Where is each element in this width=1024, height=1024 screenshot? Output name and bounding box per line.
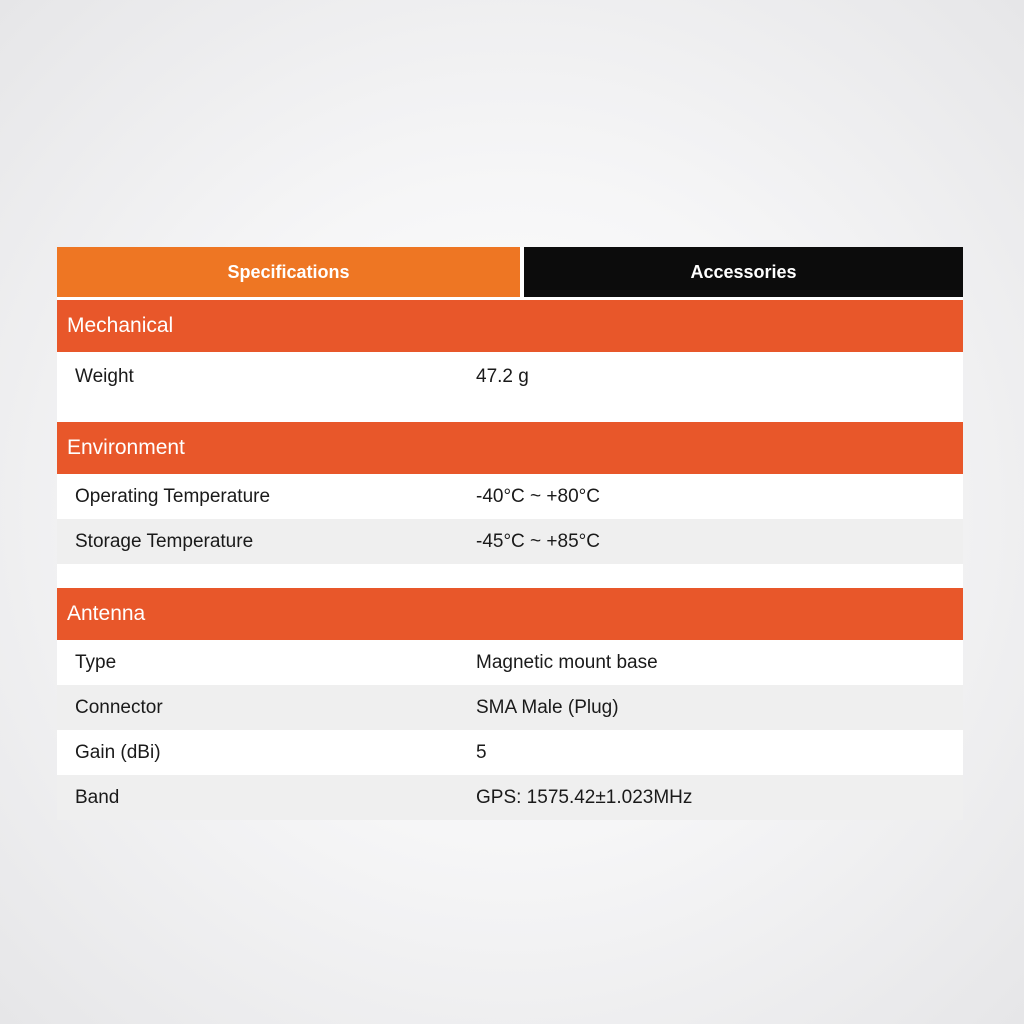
spec-row-band <box>57 775 963 820</box>
spec-label: Storage Temperature <box>75 530 254 552</box>
tab-specifications[interactable]: Specifications <box>57 247 520 297</box>
section-rows-antenna <box>57 640 963 820</box>
section-header-antenna: Antenna <box>57 588 963 640</box>
spec-label: Type <box>75 651 117 673</box>
spec-row-storage-temperature <box>57 519 963 564</box>
section-header-environment: Environment <box>57 422 963 474</box>
tab-accessories[interactable]: Accessories <box>524 247 963 297</box>
spec-label: Connector <box>75 696 163 718</box>
spec-row-weight <box>57 352 963 402</box>
spec-row-connector <box>57 685 963 730</box>
spec-panel <box>57 247 963 820</box>
spec-value: -40°C ~ +80°C <box>476 485 600 507</box>
spec-label: Weight <box>75 366 134 387</box>
spec-label: Gain (dBi) <box>75 741 161 763</box>
tab-bar <box>57 247 963 300</box>
section-spacer <box>57 402 963 422</box>
spec-row-operating-temperature <box>57 474 963 519</box>
spec-row-gain <box>57 730 963 775</box>
section-rows-mechanical <box>57 352 963 422</box>
spec-value: 47.2 g <box>476 366 529 387</box>
spec-label: Operating Temperature <box>75 485 271 507</box>
spec-value: SMA Male (Plug) <box>476 696 619 718</box>
spec-value: 5 <box>476 741 487 763</box>
section-spacer <box>57 564 963 588</box>
section-header-mechanical: Mechanical <box>57 300 963 352</box>
spec-value: Magnetic mount base <box>476 651 658 673</box>
spec-row-type <box>57 640 963 685</box>
spec-label: Band <box>75 786 120 808</box>
spec-value: GPS: 1575.42±1.023MHz <box>476 786 693 808</box>
section-rows-environment <box>57 474 963 588</box>
spec-value: -45°C ~ +85°C <box>476 530 600 552</box>
